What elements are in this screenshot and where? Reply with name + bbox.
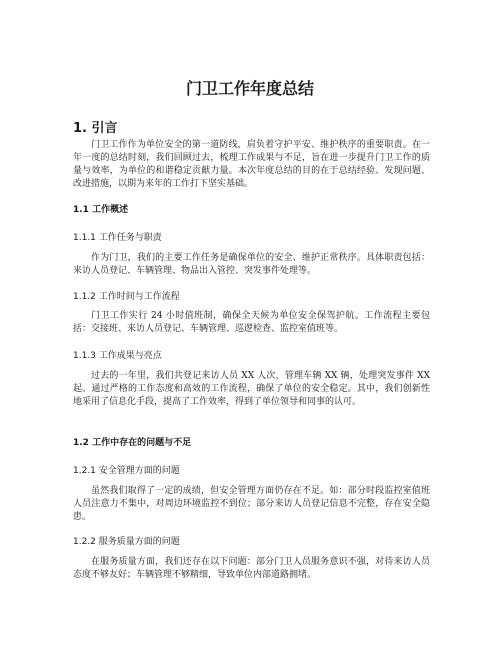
paragraph-schedule: 门卫工作实行 24 小时值班制，确保全天候为单位安全保驾护航。工作流程主要包括：交接班、来访人员登记、车辆管理、巡逻检查、监控室值班等。 xyxy=(73,311,430,334)
paragraph-intro: 门卫工作作为单位安全的第一道防线，肩负着守护平安、维护秩序的重要职责。在一年一度的总结时刻，我们回顾过去，梳理工作成果与不足，旨在进一步提升门卫工作的质量与效率，为单位的和谐稳定贡献力量。本次年度总结的目的在于总结经验、发现问题、改进措施，以期为来年的工作打下坚实基础。 xyxy=(73,140,430,189)
document-title: 门卫工作年度总结 xyxy=(185,79,314,98)
subsection-heading-results: 1.1.3 工作成果与亮点 xyxy=(73,351,162,361)
paragraph-service: 在服务质量方面，我们还存在以下问题：部分门卫人员服务意识不强，对待来访人员态度不够友好；车辆管理不够精细，导致单位内部道路拥堵。 xyxy=(73,557,430,580)
paragraph-duties: 作为门卫，我们的主要工作任务是确保单位的安全、维护正常秩序。具体职责包括：来访人员登记、车辆管理、物品出入管控、突发事件处理等。 xyxy=(73,253,430,276)
subsection-heading-schedule: 1.1.2 工作时间与工作流程 xyxy=(73,292,180,302)
subsection-heading-safety: 1.2.1 安全管理方面的问题 xyxy=(73,466,180,476)
section-heading-problems: 1.2 工作中存在的问题与不足 xyxy=(73,438,192,448)
section-heading-intro: 1. 引言 xyxy=(73,121,118,136)
paragraph-results: 过去的一年里，我们共登记来访人员 XX 人次，管理车辆 XX 辆，处理突发事件 XX 起。通过严格的工作态度和高效的工作流程，确保了单位的安全稳定。其中，我们创新性地采用了信息化手段，提高了工作效率，得到了单位领导和同事的认可。 xyxy=(73,371,430,407)
section-heading-overview: 1.1 工作概述 xyxy=(73,205,129,215)
subsection-heading-service: 1.2.2 服务质量方面的问题 xyxy=(73,537,180,547)
paragraph-safety: 虽然我们取得了一定的成绩，但安全管理方面仍存在不足。如：部分时段监控室值班人员注意力不集中，对周边环境监控不到位；部分来访人员登记信息不完整，存在安全隐患。 xyxy=(73,486,430,522)
subsection-heading-duties: 1.1.1 工作任务与职责 xyxy=(73,233,162,243)
